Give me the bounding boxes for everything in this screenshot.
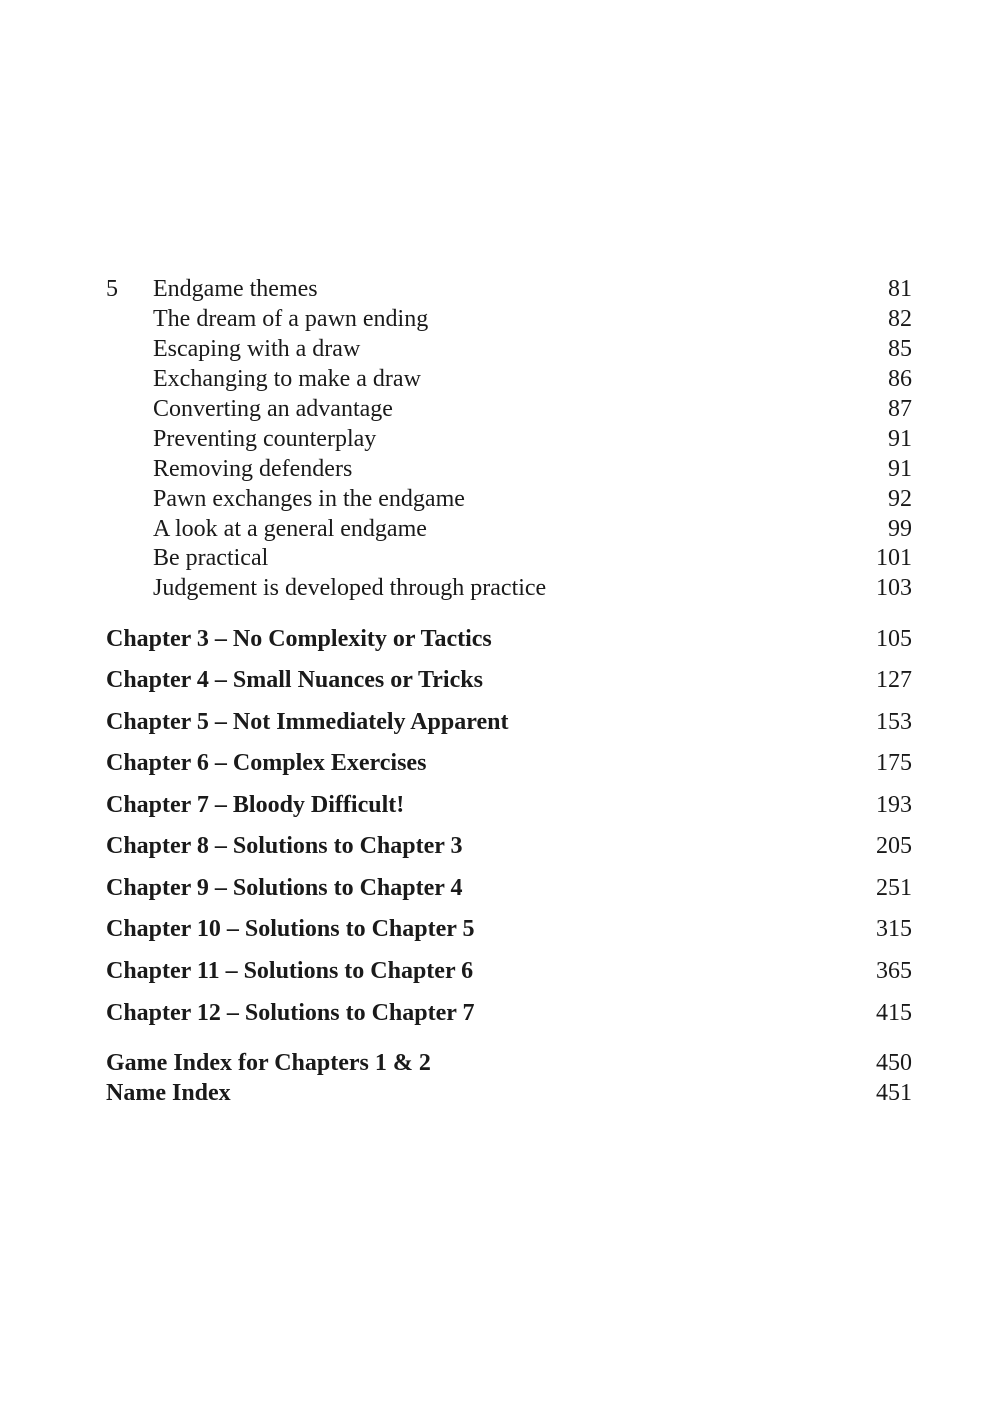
chapter-title: Chapter 8 – Solutions to Chapter 3 <box>106 833 463 859</box>
index-title: Game Index for Chapters 1 & 2 <box>106 1050 431 1076</box>
chapter-title: Chapter 7 – Bloody Difficult! <box>106 792 405 818</box>
chapter-page-number: 193 <box>876 792 912 818</box>
toc-subsection[interactable] <box>106 394 912 424</box>
chapter-page-number: 153 <box>876 709 912 735</box>
chapter-title: Chapter 11 – Solutions to Chapter 6 <box>106 958 474 984</box>
chapter-page-number: 365 <box>876 958 912 984</box>
subsection-title: Escaping with a draw <box>153 336 361 362</box>
subsection-title: The dream of a pawn ending <box>153 306 429 332</box>
chapter-title: Chapter 4 – Small Nuances or Tricks <box>106 667 483 693</box>
chapter-title: Chapter 5 – Not Immediately Apparent <box>106 709 509 735</box>
toc-chapter[interactable] <box>106 748 912 778</box>
chapter-title: Chapter 10 – Solutions to Chapter 5 <box>106 916 475 942</box>
toc-section-5[interactable] <box>106 274 912 304</box>
subsection-title: Be practical <box>153 545 269 571</box>
subsection-page-number: 101 <box>876 545 912 571</box>
toc-index-entry[interactable] <box>106 1078 912 1108</box>
toc-chapter[interactable] <box>106 831 912 861</box>
toc-chapter[interactable] <box>106 707 912 737</box>
toc-subsection[interactable] <box>106 304 912 334</box>
chapter-page-number: 315 <box>876 916 912 942</box>
subsection-page-number: 91 <box>888 456 912 482</box>
toc-subsection[interactable] <box>106 514 912 544</box>
toc-chapter[interactable] <box>106 624 912 654</box>
subsection-page-number: 91 <box>888 426 912 452</box>
chapter-page-number: 415 <box>876 1000 912 1026</box>
toc-subsection[interactable] <box>106 543 912 573</box>
toc-chapter[interactable] <box>106 998 912 1028</box>
subsection-page-number: 87 <box>888 396 912 422</box>
subsection-page-number: 86 <box>888 366 912 392</box>
chapter-page-number: 205 <box>876 833 912 859</box>
subsection-page-number: 99 <box>888 516 912 542</box>
subsection-title: Removing defenders <box>153 456 353 482</box>
toc-subsection[interactable] <box>106 454 912 484</box>
chapter-page-number: 251 <box>876 875 912 901</box>
subsection-page-number: 103 <box>876 575 912 601</box>
subsection-page-number: 92 <box>888 486 912 512</box>
toc-subsection[interactable] <box>106 573 912 603</box>
toc-chapter[interactable] <box>106 665 912 695</box>
toc-subsection[interactable] <box>106 484 912 514</box>
index-title: Name Index <box>106 1080 231 1106</box>
toc-chapter[interactable] <box>106 790 912 820</box>
toc-chapter[interactable] <box>106 873 912 903</box>
index-page-number: 451 <box>876 1080 912 1106</box>
toc-chapter[interactable] <box>106 914 912 944</box>
section-title: Endgame themes <box>153 276 318 302</box>
chapter-title: Chapter 6 – Complex Exercises <box>106 750 427 776</box>
subsection-title: Pawn exchanges in the endgame <box>153 486 465 512</box>
subsection-title: Preventing counterplay <box>153 426 377 452</box>
chapter-page-number: 105 <box>876 626 912 652</box>
chapter-page-number: 127 <box>876 667 912 693</box>
subsection-title: Exchanging to make a draw <box>153 366 421 392</box>
toc-subsection[interactable] <box>106 424 912 454</box>
chapter-title: Chapter 9 – Solutions to Chapter 4 <box>106 875 463 901</box>
section-page-number: 81 <box>888 276 912 302</box>
toc-index-entry[interactable] <box>106 1048 912 1078</box>
subsection-title: A look at a general endgame <box>153 516 427 542</box>
toc-subsection[interactable] <box>106 364 912 394</box>
subsection-page-number: 85 <box>888 336 912 362</box>
subsection-title: Converting an advantage <box>153 396 393 422</box>
chapter-title: Chapter 3 – No Complexity or Tactics <box>106 626 492 652</box>
toc-subsection[interactable] <box>106 334 912 364</box>
chapter-title: Chapter 12 – Solutions to Chapter 7 <box>106 1000 475 1026</box>
subsection-page-number: 82 <box>888 306 912 332</box>
subsection-title: Judgement is developed through practice <box>153 575 547 601</box>
section-number: 5 <box>106 276 118 302</box>
toc-chapter[interactable] <box>106 956 912 986</box>
chapter-page-number: 175 <box>876 750 912 776</box>
index-page-number: 450 <box>876 1050 912 1076</box>
